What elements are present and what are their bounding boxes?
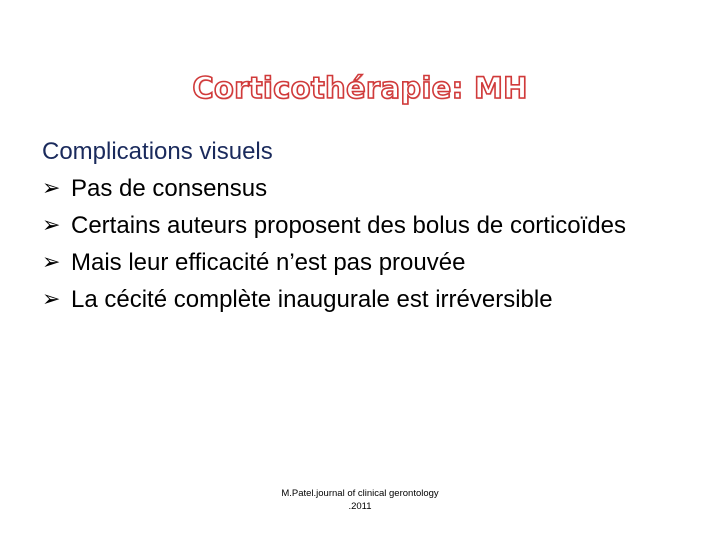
- bullet-list: [42, 170, 702, 318]
- reference-line-1: M.Patel.journal of clinical gerontology: [281, 488, 439, 499]
- arrowhead-right-icon: ➢: [42, 176, 61, 201]
- bullet-text: Certains auteurs proposent des bolus de corticoïdes: [71, 212, 626, 239]
- reference-citation: [220, 487, 500, 513]
- reference-line-2: .2011: [348, 501, 372, 512]
- slide-body: [42, 133, 702, 318]
- arrowhead-right-icon: ➢: [42, 213, 61, 238]
- arrowhead-right-icon: ➢: [42, 250, 61, 275]
- arrowhead-right-icon: ➢: [42, 287, 61, 312]
- bullet-text: Pas de consensus: [71, 175, 268, 202]
- slide-title: Corticothérapie: MH: [192, 71, 528, 106]
- bullet-item: [42, 281, 702, 318]
- bullet-item: [42, 207, 702, 244]
- bullet-item: [42, 244, 702, 281]
- bullet-item: [42, 170, 702, 207]
- bullet-text: Mais leur efficacité n’est pas prouvée: [71, 249, 466, 276]
- bullet-text: La cécité complète inaugurale est irréversible: [71, 286, 553, 313]
- section-subtitle: Complications visuels: [42, 138, 273, 165]
